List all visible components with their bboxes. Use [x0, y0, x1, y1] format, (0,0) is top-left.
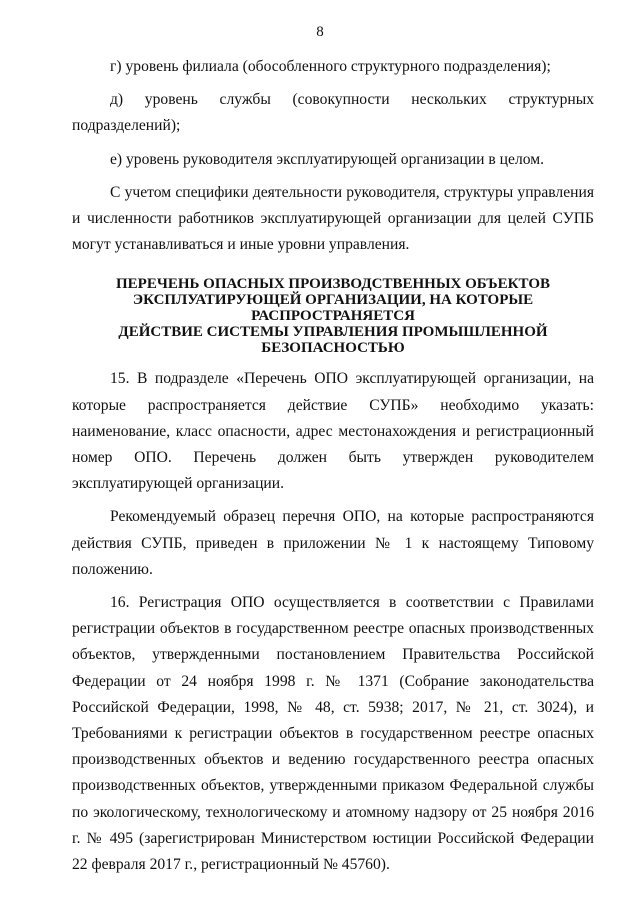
page-number: 8 [316, 24, 324, 40]
section-heading-line: ПЕРЕЧЕНЬ ОПАСНЫХ ПРОИЗВОДСТВЕННЫХ ОБЪЕКТОВ [115, 276, 550, 293]
paragraph-g: г) уровень филиала (обособленного структурного подразделения); [110, 58, 551, 75]
paragraph-e: е) уровень руководителя эксплуатирующей организации в целом. [110, 150, 544, 168]
section-heading-line: ДЕЙСТВИЕ СИСТЕМЫ УПРАВЛЕНИЯ ПРОМЫШЛЕННОЙ БЕЗОПАСНОСТЬЮ [118, 324, 548, 357]
section-heading-line: ЭКСПЛУАТИРУЮЩЕЙ ОРГАНИЗАЦИИ, НА КОТОРЫЕ РАСПРОСТРАНЯЕТСЯ [132, 292, 534, 325]
paragraph-16: 16. Регистрация ОПО осуществляется в соответствии с Правилами регистрации объектов в государственном реестре опасных производственных объектов, утвержденными постановлением Правительства Российской Федерации от 24 ноября 1998 г. № 1371 (Собрание законодательства Российской Федерации, 1998, № 48, ст. 5938; 2017, № 21, ст. 3024), и Требованиями к регистрации объектов в государственном реестре опасных производственных объектов и ведению государственного реестра опасных производственных объектов, утвержденными приказом Федеральной службы по экологическому, технологическому и атомному надзору от 25 ноября 2016 г. № 495 (зарегистрирован Министерством юстиции Российской Федерации 22 февраля 2017 г., регистрационный № 45760). [72, 594, 594, 874]
document-body [72, 54, 594, 878]
section-heading [72, 276, 594, 356]
paragraph-recommended-sample: Рекомендуемый образец перечня ОПО, на которые распространяются действия СУПБ, приведен в приложении № 1 к настоящему Типовому положению. [72, 508, 594, 578]
paragraph-15: 15. В подразделе «Перечень ОПО эксплуатирующей организации, на которые распространяется действие СУПБ» необходимо указать: наименование, класс опасности, адрес местонахождения и регистрационный номер ОПО. Перечень должен быть утвержден руководителем эксплуатирующей организации. [72, 370, 594, 493]
paragraph-d: д) уровень службы (совокупности нескольких структурных подразделений); [72, 91, 594, 135]
paragraph-levels-note: С учетом специфики деятельности руководителя, структуры управления и численности работников эксплуатирующей организации для целей СУПБ могут устанавливаться и иные уровни управления. [72, 183, 594, 254]
